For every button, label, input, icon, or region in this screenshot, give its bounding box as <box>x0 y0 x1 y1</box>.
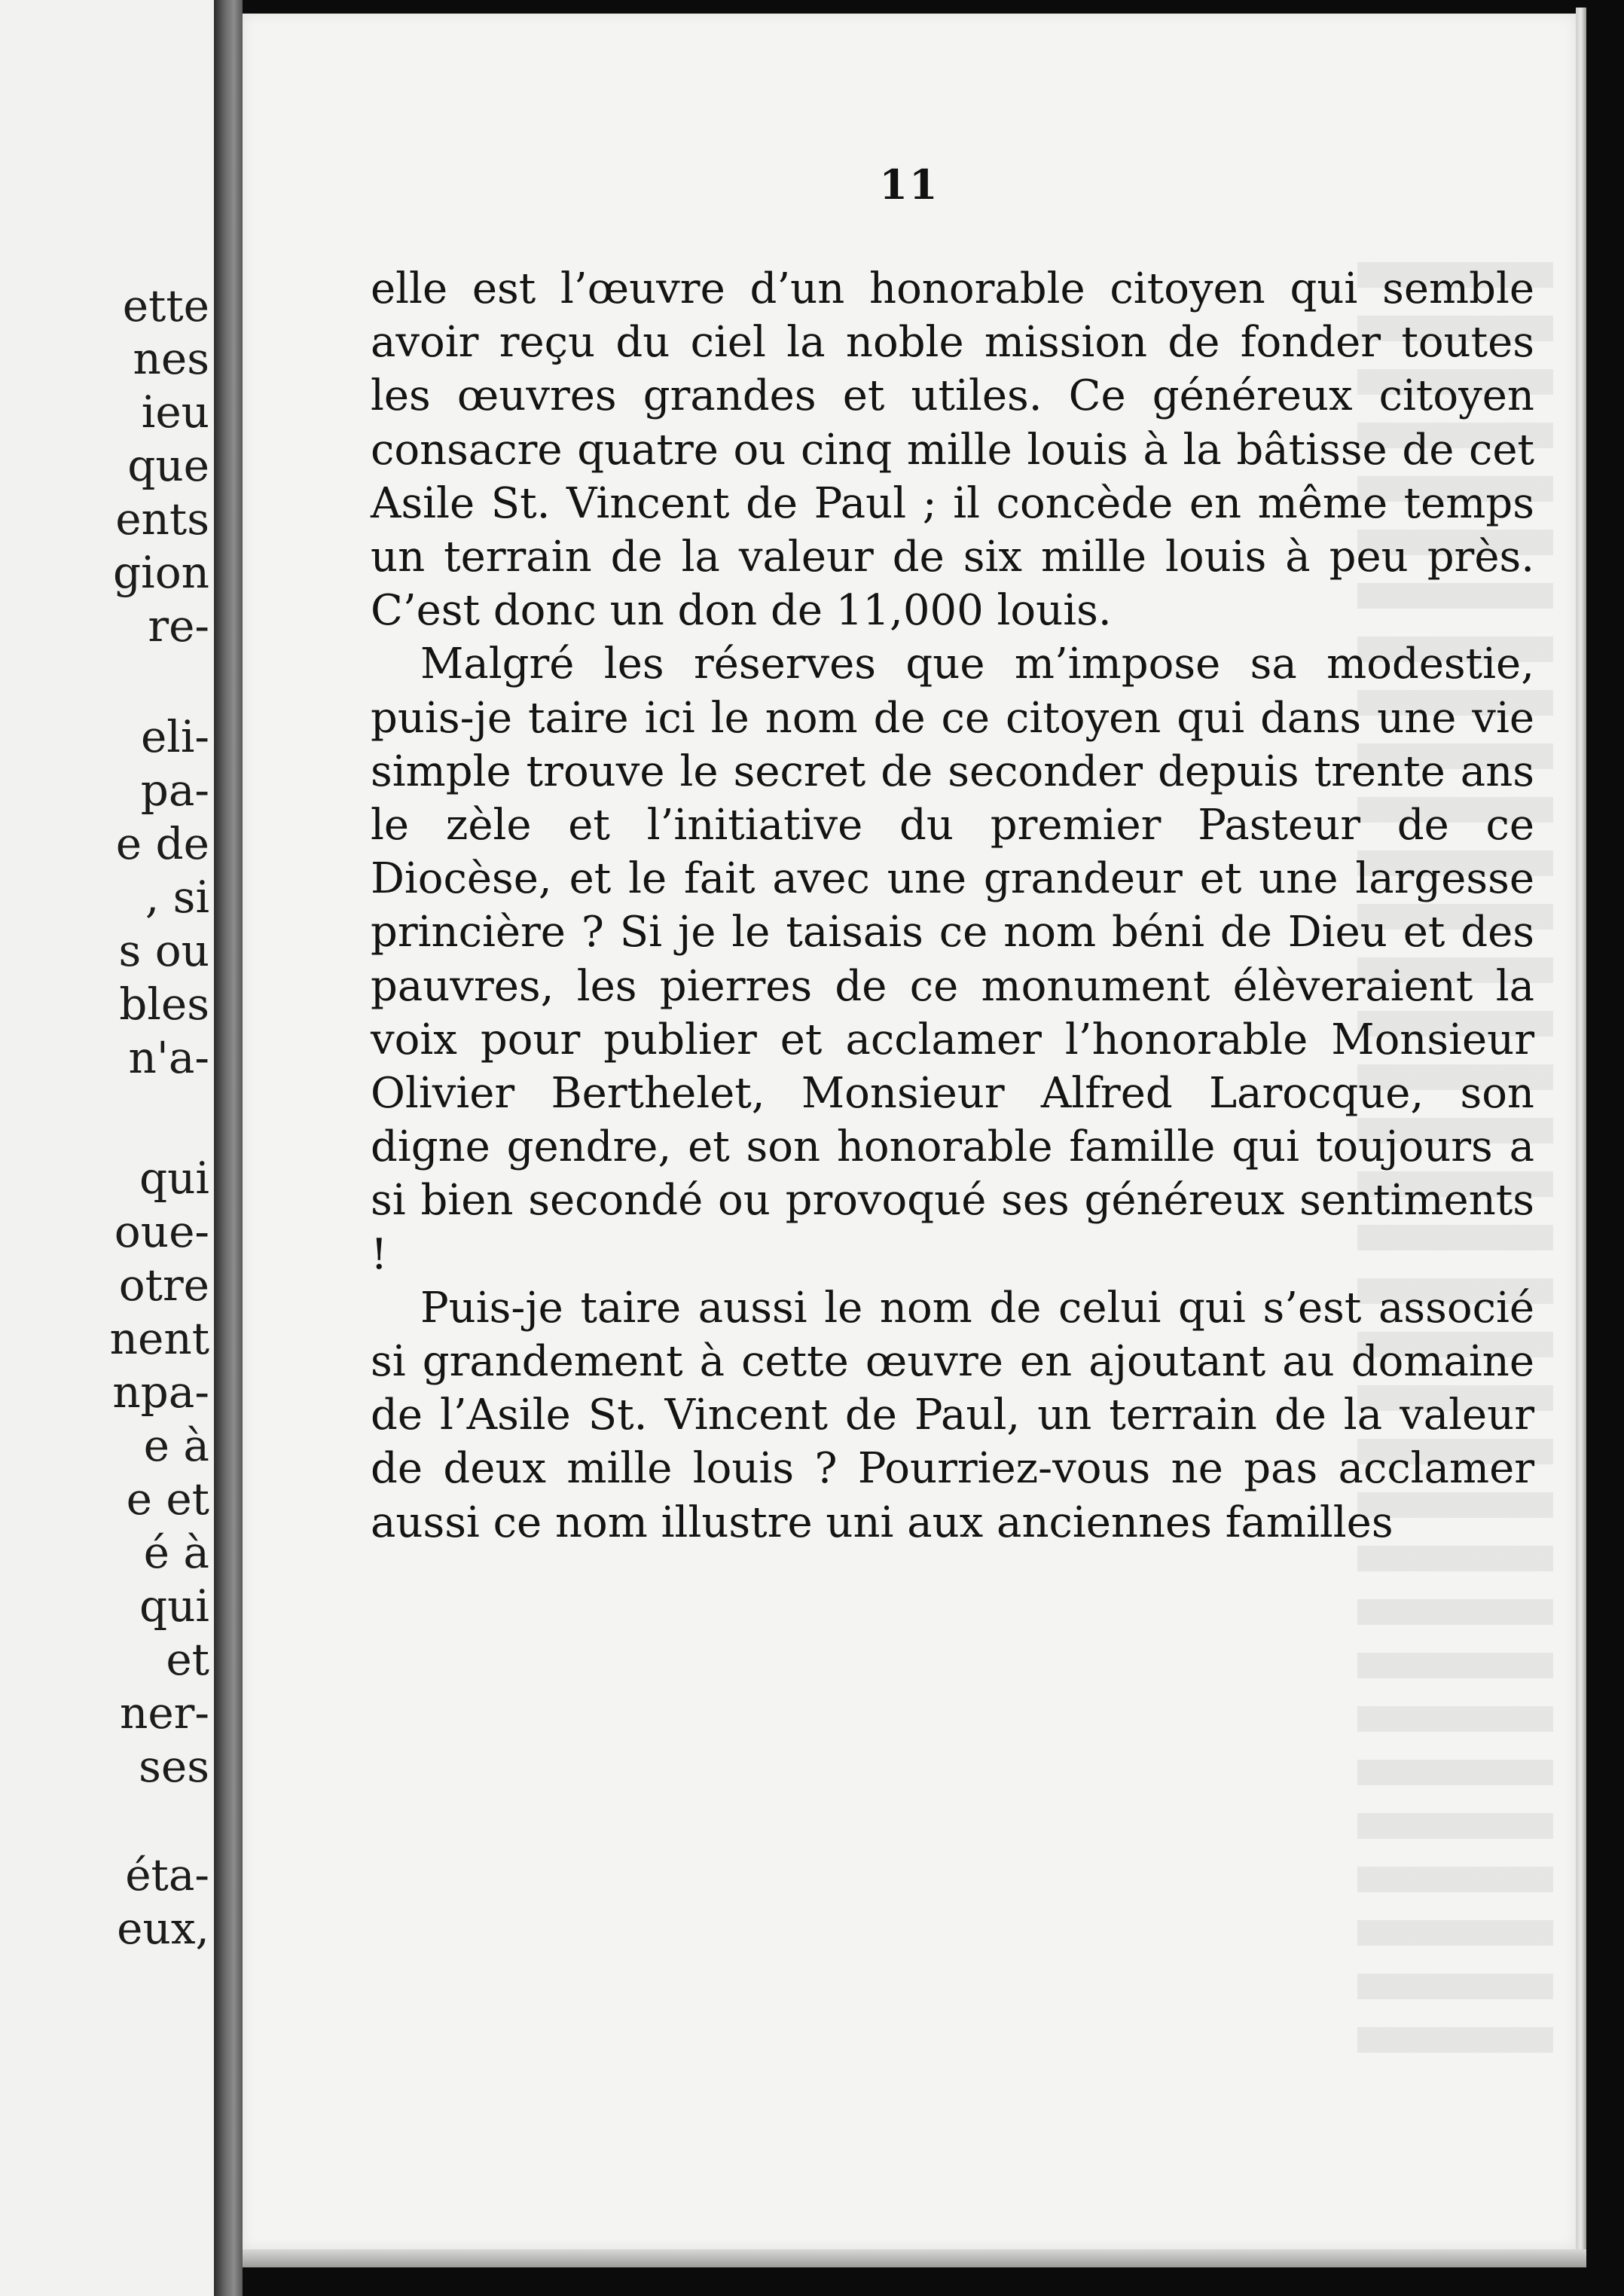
book-binding-gutter <box>214 0 243 2296</box>
left-fragment: eli- <box>140 711 209 762</box>
left-fragment: bles <box>119 979 209 1030</box>
left-fragment: gion <box>113 547 209 598</box>
left-fragment: , si <box>145 872 209 923</box>
left-fragment: npa- <box>112 1366 209 1418</box>
left-fragment: ner- <box>119 1687 209 1739</box>
page-edge-right <box>1576 8 1586 2260</box>
left-fragment: ses <box>139 1741 209 1792</box>
left-fragment: s ou <box>118 925 209 976</box>
paragraph: Malgré les réserves que m’impose sa modestie, puis-je taire ici le nom de ce citoyen qui dans une vie simple trouve le secret de seconder depuis trente ans le zèle et l’initiative du premier Pasteur de ce Diocèse, et le fait avec une grandeur et une largesse princière ? Si je le taisais ce nom béni de Dieu et des pauvres, les pierres de ce monument élèveraient la voix pour publier et acclamer l’honorable Monsieur Olivier Berthelet, Monsieur Alfred Larocque, son digne gendre, et son honorable famille qui toujours a si bien secondé ou provoqué ses généreux sentiments ! <box>371 640 1534 1279</box>
left-fragment: n'a- <box>128 1032 209 1083</box>
left-fragment: qui <box>139 1580 209 1632</box>
left-fragment: re- <box>148 600 209 652</box>
left-fragment: qui <box>139 1153 209 1204</box>
page-number: 11 <box>879 160 939 209</box>
main-page <box>243 14 1576 2249</box>
page-edge-bottom <box>243 2249 1586 2267</box>
left-fragment: que <box>127 440 209 491</box>
left-fragment: e et <box>126 1473 209 1525</box>
left-fragment: ette <box>122 280 209 331</box>
left-fragment: ents <box>115 493 209 545</box>
left-fragment: otre <box>118 1259 209 1311</box>
left-fragment: e à <box>143 1420 209 1471</box>
left-fragment: e de <box>115 818 209 869</box>
left-page-margin <box>0 0 220 2296</box>
left-fragment: éta- <box>125 1849 209 1901</box>
body-text <box>371 262 1534 1549</box>
paragraph: Puis-je taire aussi le nom de celui qui s’est associé si grandement à cette œuvre en ajoutant au domaine de l’Asile St. Vincent de Paul, un terrain de la valeur de deux mille louis ? Pourriez-vous ne pas acclamer aussi ce nom illustre uni aux anciennes familles <box>371 1283 1534 1547</box>
left-fragment: oue- <box>114 1206 209 1257</box>
left-fragment: eux, <box>117 1903 209 1954</box>
left-fragment: et <box>166 1634 209 1685</box>
paragraph: elle est l’œuvre d’un honorable citoyen qui semble avoir reçu du ciel la noble mission de fonder toutes les œuvres grandes et utiles. Ce généreux citoyen consacre quatre ou cinq mille louis à la bâtisse de cet Asile St. Vincent de Paul ; il concède en même temps un terrain de la valeur de six mille louis à peu près. C’est donc un don de 11,000 louis. <box>371 264 1534 636</box>
left-fragment: nes <box>133 333 209 384</box>
left-fragment: é à <box>143 1527 209 1578</box>
left-fragment: ieu <box>141 386 209 438</box>
left-fragment: nent <box>109 1313 209 1364</box>
left-fragment: pa- <box>140 765 209 816</box>
